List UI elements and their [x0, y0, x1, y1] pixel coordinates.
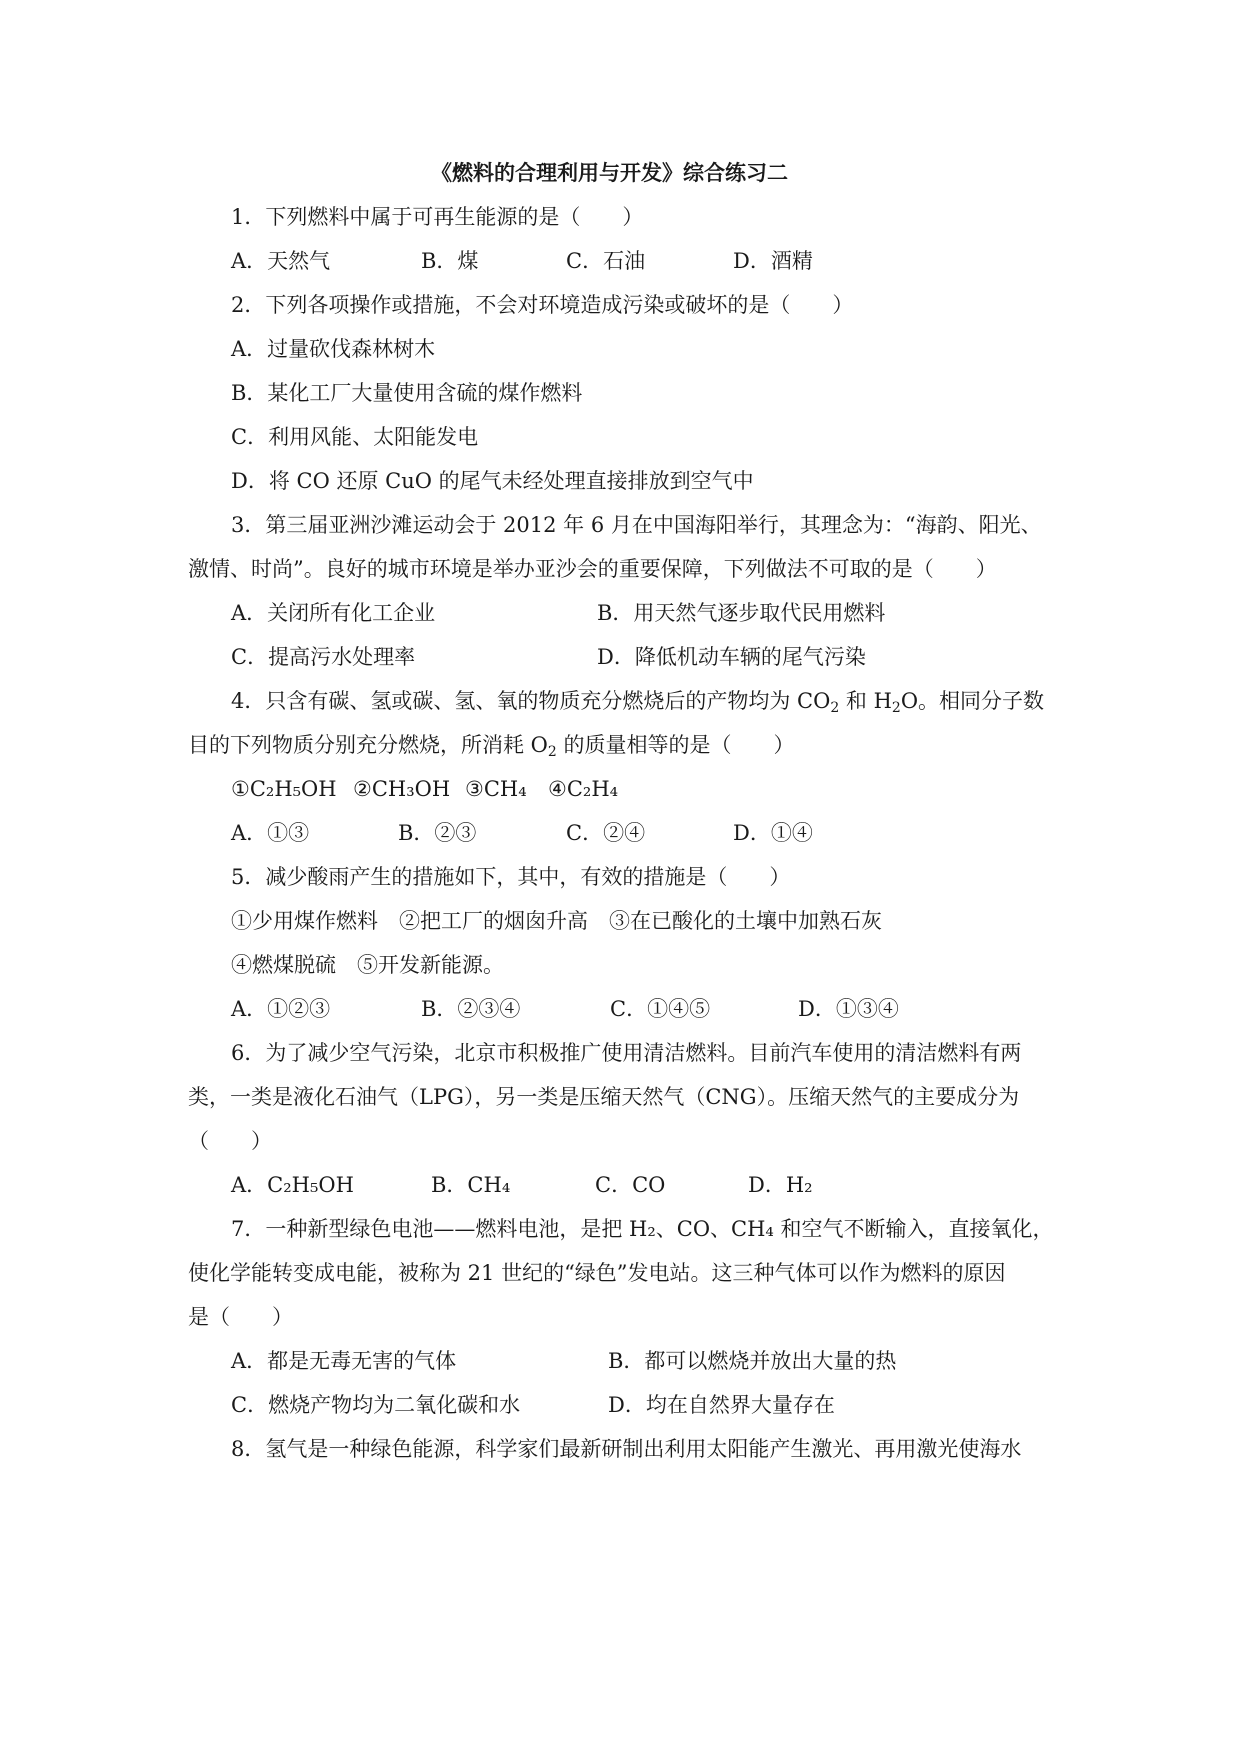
q7-option-d: D．均在自然界大量存在 — [608, 1393, 835, 1417]
question-4-stem-line1 — [231, 686, 1044, 716]
q4-text: O。相同分子数 — [900, 689, 1045, 713]
q4-text: 目的下列物质分别充分燃烧，所消耗 O — [188, 733, 548, 757]
question-3-stem-line1: 3．第三届亚洲沙滩运动会于 2012 年 6 月在中国海阳举行，其理念为：“海韵、阳光、 — [231, 513, 1042, 537]
q5-option-a: A．①②③ — [231, 997, 331, 1021]
q4-substance-4: ④C₂H₄ — [548, 777, 619, 801]
q6-option-d: D．H₂ — [748, 1173, 813, 1197]
q4-text: 的质量相等的是（ ） — [556, 733, 795, 757]
question-8-stem-line1: 8．氢气是一种绿色能源，科学家们最新研制出利用太阳能产生激光、再用激光使海水 — [231, 1437, 1022, 1461]
page-title: 《燃料的合理利用与开发》综合练习二 — [431, 160, 788, 185]
question-6-stem-line2: 类，一类是液化石油气（LPG），另一类是压缩天然气（CNG）。压缩天然气的主要成分为 — [188, 1085, 1020, 1109]
q4-subscript: 2 — [891, 700, 901, 716]
q2-option-d: D．将 CO 还原 CuO 的尾气未经处理直接排放到空气中 — [231, 469, 754, 493]
q3-option-a: A．关闭所有化工企业 — [231, 601, 436, 625]
q7-option-b: B．都可以燃烧并放出大量的热 — [608, 1349, 897, 1373]
q2-option-b: B．某化工厂大量使用含硫的煤作燃料 — [231, 381, 583, 405]
q6-option-c: C．CO — [595, 1173, 666, 1197]
q7-option-a: A．都是无毒无害的气体 — [231, 1349, 457, 1373]
q4-option-a: A．①③ — [231, 821, 310, 845]
question-7-stem-line2: 使化学能转变成电能，被称为 21 世纪的“绿色”发电站。这三种气体可以作为燃料的原因 — [188, 1261, 1006, 1285]
q5-option-b: B．②③④ — [421, 997, 521, 1021]
q4-subscript: 2 — [830, 700, 840, 716]
q2-option-c: C．利用风能、太阳能发电 — [231, 425, 479, 449]
question-5-stem: 5．减少酸雨产生的措施如下，其中，有效的措施是（ ） — [231, 865, 791, 889]
q1-option-b: B．煤 — [421, 249, 479, 273]
question-1-stem: 1．下列燃料中属于可再生能源的是（ ） — [231, 205, 644, 229]
q4-option-b: B．②③ — [398, 821, 477, 845]
q5-option-c: C．①④⑤ — [610, 997, 711, 1021]
question-2-stem: 2．下列各项操作或措施，不会对环境造成污染或破坏的是（ ） — [231, 293, 854, 317]
q5-option-d: D．①③④ — [798, 997, 899, 1021]
q1-option-c: C．石油 — [566, 249, 646, 273]
q6-option-b: B．CH₄ — [431, 1173, 511, 1197]
q5-measures-line1: ①少用煤作燃料 ②把工厂的烟囱升高 ③在已酸化的土壤中加熟石灰 — [231, 909, 882, 933]
q2-option-a: A．过量砍伐森林树木 — [231, 337, 436, 361]
question-7-stem-line3: 是（ ） — [188, 1305, 293, 1329]
q4-substance-1: ①C₂H₅OH — [231, 777, 337, 801]
question-6-stem-line3: （ ） — [188, 1129, 272, 1153]
q3-option-b: B．用天然气逐步取代民用燃料 — [597, 601, 886, 625]
q1-option-d: D．酒精 — [733, 249, 813, 273]
q4-substance-2: ②CH₃OH — [353, 777, 451, 801]
question-3-stem-line2: 激情、时尚”。良好的城市环境是举办亚沙会的重要保障，下列做法不可取的是（ ） — [188, 557, 997, 581]
q4-text: 4．只含有碳、氢或碳、氢、氧的物质充分燃烧后的产物均为 CO — [231, 689, 831, 713]
q3-option-c: C．提高污水处理率 — [231, 645, 416, 669]
q5-measures-line2: ④燃煤脱硫 ⑤开发新能源。 — [231, 953, 504, 977]
question-4-stem-line2 — [188, 730, 795, 760]
q6-option-a: A．C₂H₅OH — [231, 1173, 354, 1197]
q4-option-c: C．②④ — [566, 821, 646, 845]
q7-option-c: C．燃烧产物均为二氧化碳和水 — [231, 1393, 521, 1417]
question-7-stem-line1: 7．一种新型绿色电池——燃料电池，是把 H₂、CO、CH₄ 和空气不断输入，直接氧化， — [231, 1217, 1054, 1241]
q4-substance-3: ③CH₄ — [465, 777, 527, 801]
q4-text: 和 H — [839, 689, 892, 713]
q3-option-d: D．降低机动车辆的尾气污染 — [597, 645, 866, 669]
q4-option-d: D．①④ — [733, 821, 813, 845]
q1-option-a: A．天然气 — [231, 249, 331, 273]
q4-subscript: 2 — [547, 744, 557, 760]
question-6-stem-line1: 6．为了减少空气污染，北京市积极推广使用清洁燃料。目前汽车使用的清洁燃料有两 — [231, 1041, 1022, 1065]
